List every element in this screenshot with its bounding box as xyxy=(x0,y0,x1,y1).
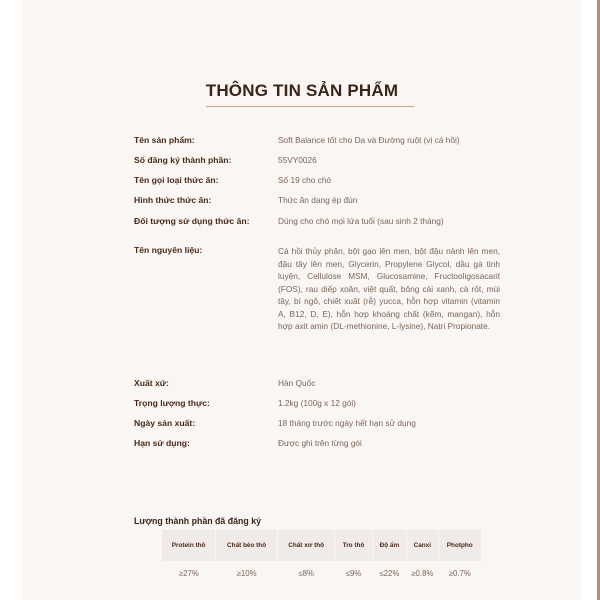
info-label: Tên sản phẩm: xyxy=(134,135,195,145)
header-fat: Chất béo thô xyxy=(216,530,278,561)
info-value: 18 tháng trước ngày hết hạn sử dụng xyxy=(278,418,416,428)
value-moisture: ≤22% xyxy=(379,568,400,578)
title-underline xyxy=(206,106,414,107)
info-label: Xuất xứ: xyxy=(134,378,169,388)
value-fat: ≥10% xyxy=(236,568,257,578)
info-row-ingredients xyxy=(134,245,500,333)
value-calcium: ≥0.8% xyxy=(411,568,434,578)
header-fiber: Chất xơ thô xyxy=(278,530,335,561)
info-label: Tên gọi loại thức ăn: xyxy=(134,175,219,185)
info-label: Hạn sử dụng: xyxy=(134,438,190,448)
info-label: Ngày sản xuất: xyxy=(134,418,196,428)
header-protein: Protein thô xyxy=(162,530,216,561)
composition-title: Lượng thành phần đã đăng ký xyxy=(134,516,261,526)
info-row-expiry xyxy=(134,438,362,449)
info-label: Số đăng ký thành phần: xyxy=(134,155,232,165)
info-value: Thức ăn dạng ép đùn xyxy=(278,195,358,205)
info-value: Được ghi trên từng gói xyxy=(278,438,362,448)
info-value: 55VY0026 xyxy=(278,155,317,165)
header-ash: Tro thô xyxy=(335,530,372,561)
composition-header-row xyxy=(162,530,482,561)
info-label: Tên nguyên liệu: xyxy=(134,245,203,255)
info-value: Dùng cho chó mọi lứa tuổi (sau sinh 2 tháng) xyxy=(278,216,444,226)
composition-table xyxy=(162,530,482,585)
value-phosphorus: ≥0.7% xyxy=(448,568,471,578)
info-row-registration-number xyxy=(134,155,317,166)
info-label: Đối tượng sử dụng thức ăn: xyxy=(134,216,250,226)
page-title: THÔNG TIN SẢN PHẨM xyxy=(205,81,399,100)
info-label: Hình thức thức ăn: xyxy=(134,195,212,205)
value-ash: ≤9% xyxy=(345,568,362,578)
info-row-feed-type xyxy=(134,175,331,186)
info-row-origin xyxy=(134,378,315,389)
info-value: Soft Balance tốt cho Da và Đường ruột (vị cá hồi) xyxy=(278,135,460,145)
composition-value-row xyxy=(162,561,482,585)
info-row-net-weight xyxy=(134,398,356,409)
value-protein: ≥27% xyxy=(178,568,199,578)
info-row-product-name xyxy=(134,135,460,146)
product-info-card xyxy=(22,0,582,600)
info-value: Cá hồi thủy phân, bột gạo lên men, bột đậu nành lên men, đậu tây lên men, Glycerin, Propylene Glycol, dầu gà tinh luyện, Cellulose MSM, Glucosamine, Fructooligosacarit (FOS), rau diếp xoăn, việt quất, bông cải xanh, cà rốt, mùi tây, bí ngô, chiết xuất (rễ) yucca, hỗn hợp vitamin (vitamin A, B12, D, E), hỗn hợp khoáng chất (kẽm, mangan), hỗn hợp axit amin (DL-methionine, L-lysine), Natri Propionate. xyxy=(278,246,500,331)
info-row-target-users xyxy=(134,216,444,227)
info-label: Trọng lượng thực: xyxy=(134,398,210,408)
info-row-feed-form xyxy=(134,195,357,206)
info-value: 1.2kg (100g x 12 gói) xyxy=(278,398,356,408)
info-row-manufacture-date xyxy=(134,418,416,429)
info-value: Hàn Quốc xyxy=(278,378,316,388)
header-phosphorus: Photpho xyxy=(438,530,481,561)
value-fiber: ≤8% xyxy=(298,568,314,578)
header-calcium: Canxi xyxy=(407,530,438,561)
info-value: Số 19 cho chó xyxy=(278,175,332,185)
header-moisture: Độ ẩm xyxy=(372,530,406,561)
